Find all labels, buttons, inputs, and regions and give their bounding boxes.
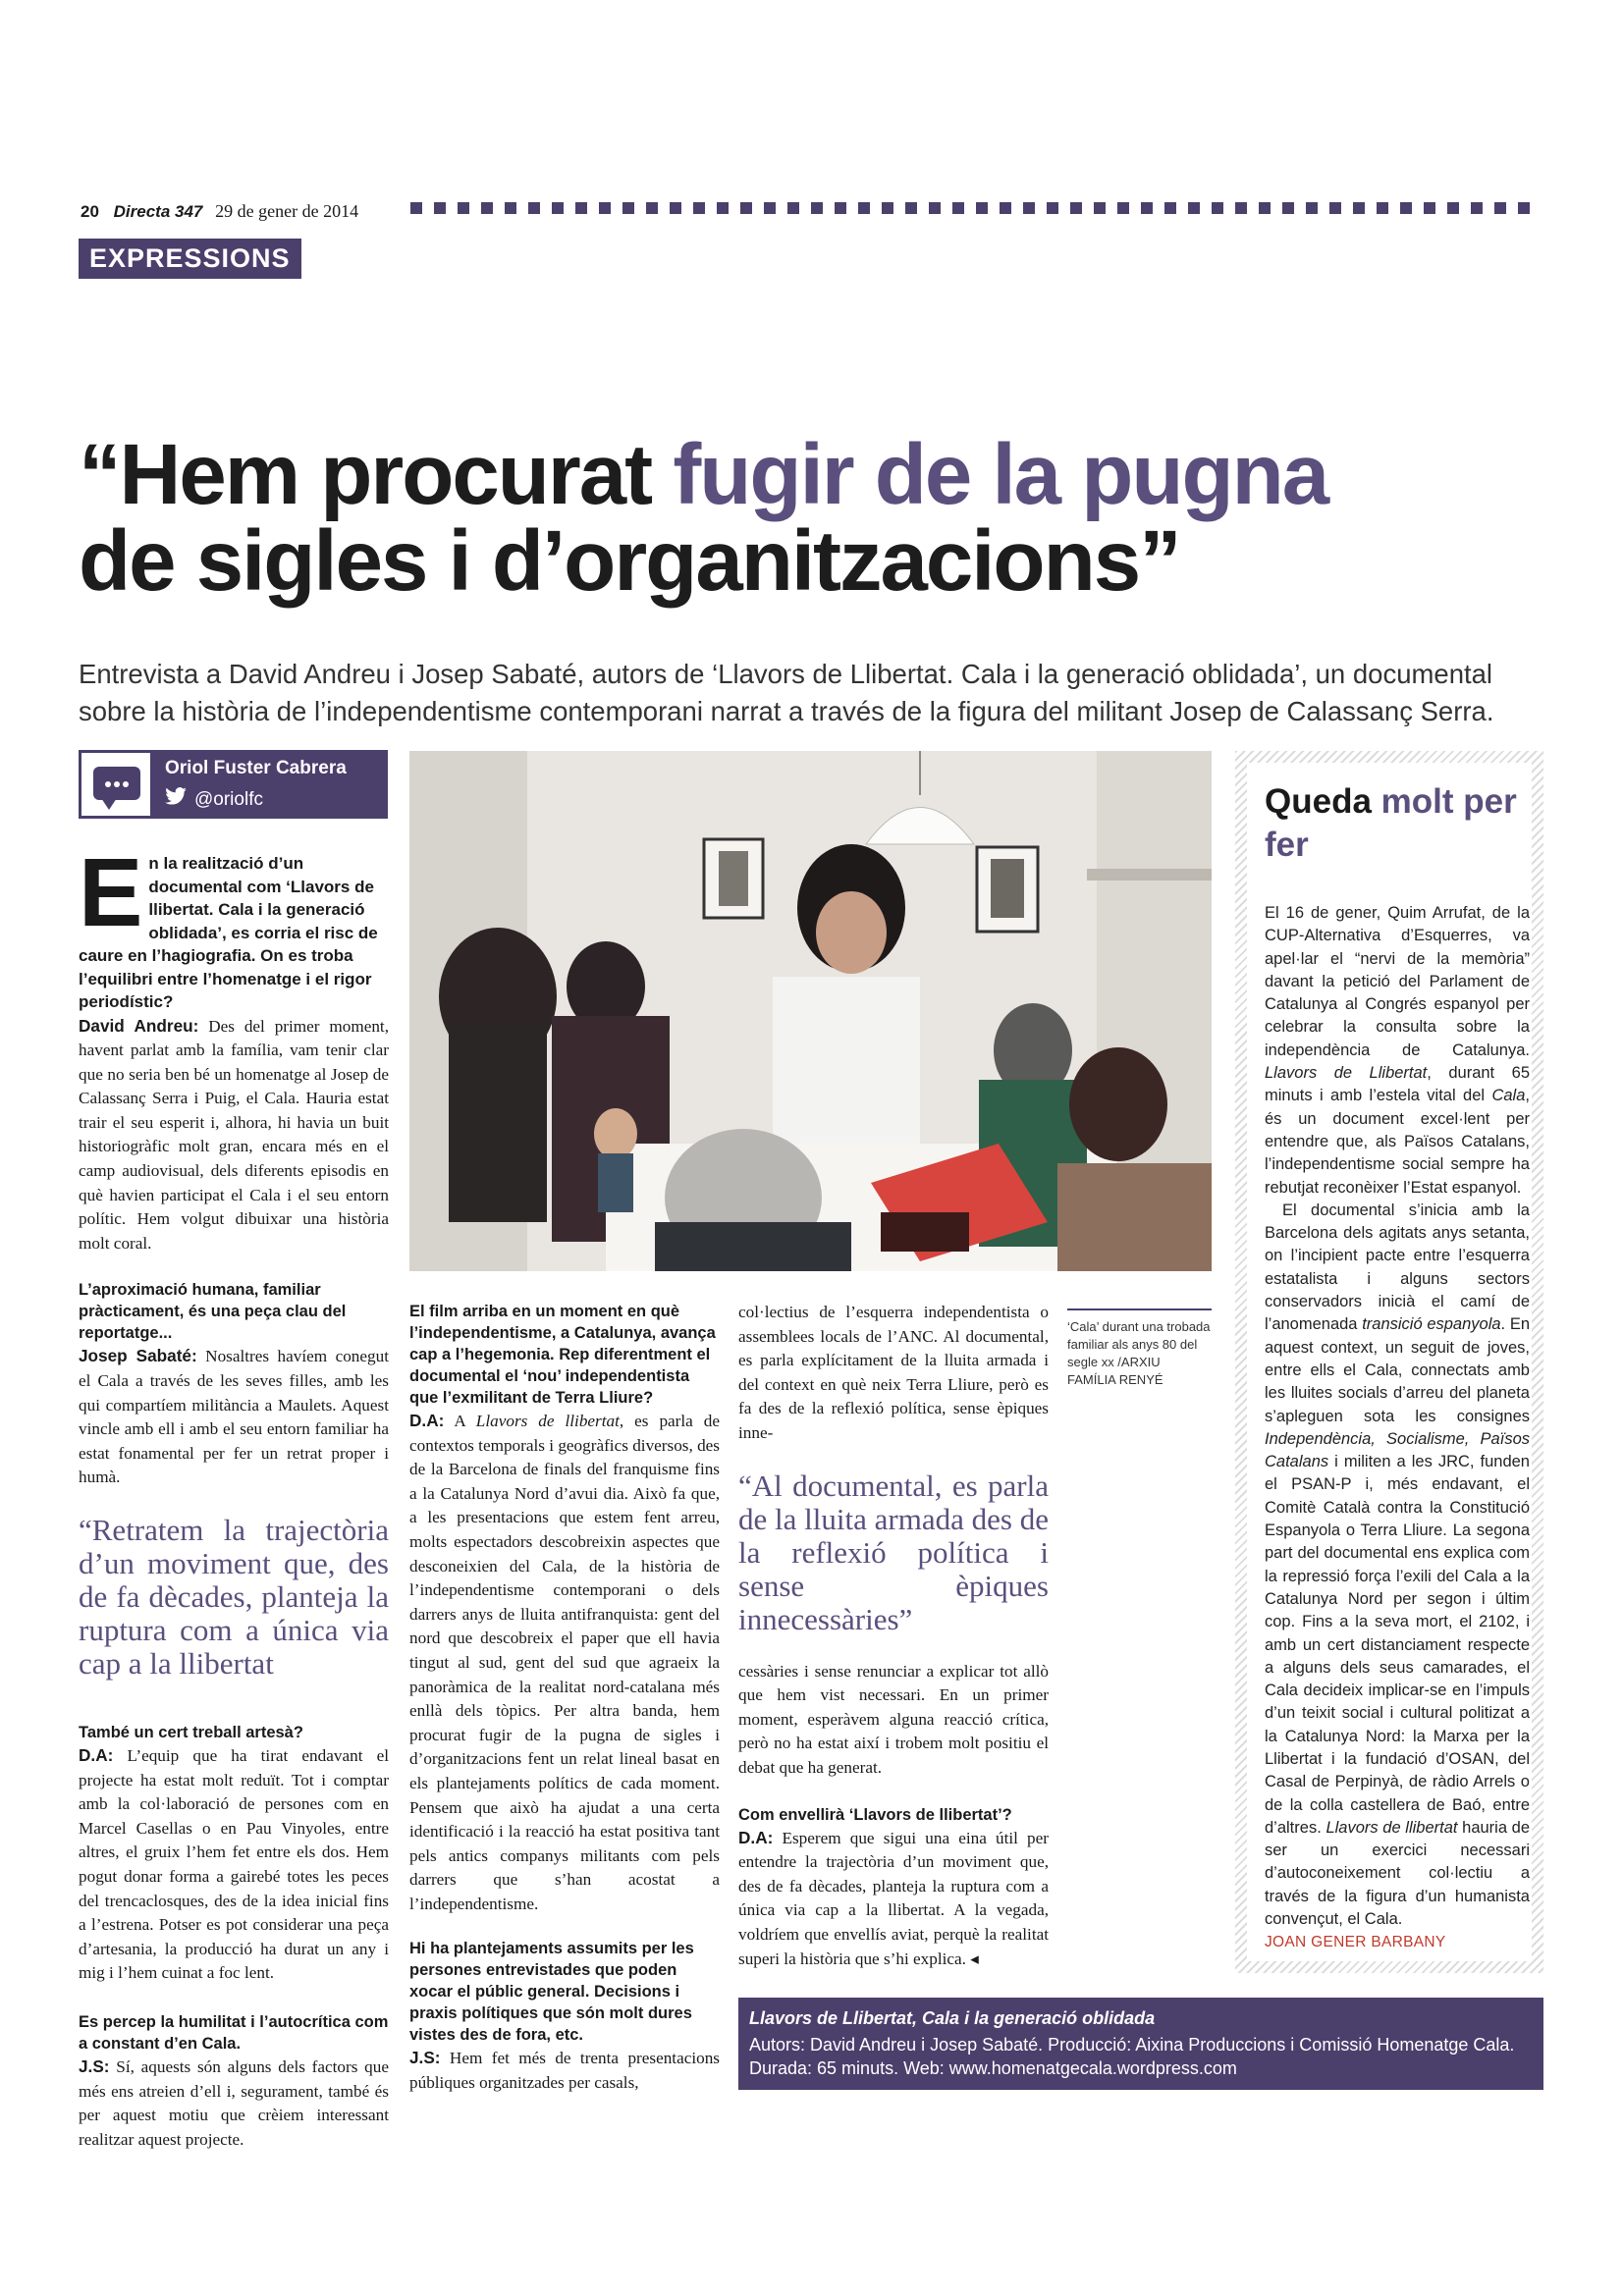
sidebar-title-highlight: molt per fer — [1265, 782, 1517, 864]
folio — [81, 201, 358, 222]
question-6: Hi ha plantejaments assumits per les persones entrevistades que poden xocar el públic general. Decisions i praxis polítiques que són molt dures vistes des de fora, etc. — [409, 1940, 694, 2045]
sidebar-review — [1235, 751, 1543, 1973]
answer-5-lead: A — [444, 1412, 476, 1430]
answer-5: , es parla de contextos temporals i geogràfics diversos, des de la Barcelona de finals del franquisme fins a la Catalunya Nord d’avui dia. Això fa que, a les presentacions que estem fent arreu, molts espectadors descobreixin aspectes que desconeixien del Cala, de la història de l’independentisme contemporani o dels darrers anys de lluita antifranquista: gent del nord que descobreix el paper que ell havia tingut al sud, gent del sud que agraeix la panoràmica de la realitat nord-catalana més enllà dels tòpics. Per altra banda, hem procurat fugir de la pugna de sigles i d’organitzacions fent un relat lineal basat en els plantejaments polítics de cada moment. Pensem que això ha ajudat a una certa identificació i la reacció ha estat positiva tant pels antics companys militants com pels darrers que s’han acostat a l’independentisme. — [409, 1412, 721, 1913]
answer-2: Nosaltres havíem conegut el Cala a través de les seves filles, amb les qui compartíem militància a Maulets. Aquest vincle amb ell i amb el seu entorn familiar ha estat fonamental per fer un retrat proper i humà. — [79, 1347, 389, 1487]
dotted-rule — [410, 202, 1542, 214]
emphasis: Independència, Socialisme, Països Catalans — [1265, 1429, 1530, 1471]
speaker-label: D.A: — [79, 1745, 114, 1765]
publication-name: Directa 347 — [113, 202, 203, 221]
byline — [79, 750, 388, 819]
speaker-label: J.S: — [79, 2056, 110, 2076]
author-twitter[interactable] — [165, 787, 263, 811]
cala-name: Cala — [1491, 1087, 1526, 1105]
headline-highlight: fugir de la pugna — [673, 427, 1328, 522]
question-4: Es percep la humilitat i l’autocrítica com a constant d’en Cala. — [79, 2012, 389, 2053]
sidebar-body — [1265, 902, 1530, 1954]
drop-cap: E — [79, 838, 143, 946]
question-1: n la realització d’un documental com ‘Llavors de llibertat. Cala i la generació oblidada’, es corria el risc de caure en l’hagiografia. On es troba l’equilibri entre l’homenatge i el rigor periodístic? — [79, 854, 378, 1011]
article-column-2 — [409, 1301, 720, 2096]
speech-bubble-icon — [79, 750, 153, 819]
pull-quote-2: “Al documental, es parla de la lluita armada des de la reflexió política i sense èpiques innecessàries” — [738, 1468, 1049, 1636]
sidebar-title — [1265, 780, 1532, 867]
sidebar-text: , durant 65 minuts i amb l’estela vital del — [1265, 1064, 1530, 1105]
answer-6: Hem fet més de trenta presentacions públiques organitzades per casals, — [409, 2049, 720, 2093]
standfirst: Entrevista a David Andreu i Josep Sabaté, autors de ‘Llavors de Llibertat. Cala i la generació oblidada’, un documental sobre la història de l’independentisme contemporani narrat a través de la figura del militant Josep de Calassanç Serra. — [79, 659, 1494, 726]
photo-caption: ‘Cala’ durant una trobada familiar als anys 80 del segle xx /ARXIU FAMÍLIA RENYÉ — [1067, 1308, 1212, 1389]
speaker-label: Josep Sabaté: — [79, 1346, 197, 1366]
answer-6-continued: col·lectius de l’esquerra independentista o assemblees locals de l’ANC. Al documental, es parla explícitament de la lluita armada i del context en què neix Terra Lliure, però es fa des de la reflexió política, sense èpiques inne- — [738, 1303, 1049, 1442]
sidebar-signature: JOAN GENER BARBANY — [1265, 1934, 1446, 1951]
sidebar-text: El documental s’inicia amb la Barcelona dels agitats anys setanta, on l’incipient pacte entre l’esquerra estatalista i alguns sectors conservadors inicià el camí de l’anomenada — [1265, 1201, 1530, 1334]
family-photo — [409, 751, 1212, 1271]
film-title: Llavors de llibertat — [475, 1412, 620, 1430]
emphasis: transició espanyola — [1362, 1315, 1501, 1334]
film-title: Llavors de Llibertat — [1265, 1064, 1428, 1083]
question-3: També un cert treball artesà? — [79, 1724, 303, 1741]
film-title: Llavors de llibertat — [1325, 1818, 1458, 1837]
speaker-label: J.S: — [409, 2048, 441, 2068]
sidebar-text: , és un document excel·lent per entendre que, als Països Catalans, l’independentisme social sempre ha rebutjat reconèixer l’Estat espanyol. — [1265, 1087, 1530, 1197]
film-credits-box — [738, 1998, 1543, 2090]
pull-quote-1: “Retratem la trajectòria d’un moviment que, des de fa dècades, planteja la ruptura com a única via cap a la llibertat — [79, 1513, 389, 1681]
sidebar-text: . En aquest context, un seguit de joves, entre ells el Cala, connectats amb les lluites socials d’arreu del planeta s’apleguen sota les consignes — [1265, 1315, 1531, 1425]
speaker-label: D.A: — [738, 1827, 774, 1847]
twitter-icon — [165, 787, 189, 810]
question-5: El film arriba en un moment en què l’independentisme, a Catalunya, avança cap a l’hegemonia. Rep diferentment el documental el ‘nou’ independentista que l’exmilitant de Terra Lliure? — [409, 1303, 716, 1407]
sidebar-text: hauria de ser un exercici necessari d’autoconeixement col·lectiu a través de la figura d’un humanista convençut, el Cala. — [1265, 1818, 1531, 1929]
author-name: Oriol Fuster Cabrera — [165, 758, 347, 778]
question-7: Com envellirà ‘Llavors de llibertat’? — [738, 1805, 1012, 1824]
question-2: L’aproximació humana, familiar pràcticament, és una peça clau del reportatge... — [79, 1281, 347, 1343]
publication-date: 29 de gener de 2014 — [215, 201, 359, 221]
end-mark-icon: ◂ — [970, 1949, 979, 1968]
headline-part2: de sigles i d’organitzacions” — [79, 513, 1180, 609]
answer-6-end: cessàries i sense renunciar a explicar tot allò que hem vist necessari. En un primer moment, esperàvem alguna reacció crítica, però no ha estat així i trobem molt positiu el debat que ha generat. — [738, 1661, 1049, 1777]
sidebar-text: El 16 de gener, Quim Arrufat, de la CUP-Alternativa d’Esquerres, va apel·lar el “nervi de la memòria” davant la petició del Parlament de Catalunya al Congrés espanyol per celebrar la consulta sobre la independència de Catalunya. — [1265, 904, 1530, 1059]
credits-title: Llavors de Llibertat, Cala i la generació oblidada — [749, 2008, 1156, 2028]
answer-1: Des del primer moment, havent parlat amb la família, vam tenir clar que no seria ben bé un homenatge al Josep de Calassanç Serra i Puig, el Cala. Hauria estat trair el seu esperit i, alhora, hi havia un buit historiogràfic molt gran, encara més en el camp audiovisual, dels diferents episodis en què havien participat el Cala i el seu entorn polític. Hem volgut dibuixar una història molt coral. — [79, 1016, 389, 1253]
answer-3: L’equip que ha tirat endavant el projecte ha estat molt reduït. Tot i comptar amb la col·laboració de persones com en Marcel Casellas o en Pau Vinyoles, entre altres, el gruix l’hem fet entre els dos. Hem pogut donar forma a gairebé totes les peces del trencaclosques, des de la idea inicial fins a l’estrena. Potser es pot considerar una peça d’artesania, la producció ha durat un any i mig i l’hem cuinat a foc lent. — [79, 1746, 389, 1983]
page-number: 20 — [81, 202, 99, 221]
article-column-3 — [738, 1301, 1049, 1971]
article-column-1 — [79, 838, 389, 2152]
credits-details: Autors: David Andreu i Josep Sabaté. Producció: Aixina Produccions i Comissió Homenatge Cala. Durada: 65 minuts. Web: www.homenatgecala.wordpress.com — [749, 2035, 1515, 2078]
answer-7: Esperem que sigui una eina útil per entendre la trajectòria d’un moviment que, des de fa dècades, planteja la ruptura com a única via cap a la llibertat. A la vegada, voldríem que envellís aviat, perquè la realitat superi la història que s’hi explica. — [738, 1828, 1049, 1968]
sidebar-text: i militen a les JRC, funden el PSAN-P i, més endavant, el Comitè Català contra la Constitució Espanyola o Terra Lliure. La segona part del documental ens explica com la repressió força l’exili del Cala a la Catalunya Nord per segon i últim cop. Fins a la seva mort, el 2102, i amb un cert distanciament respecte a alguns dels seus camarades, el Cala decideix implicar-se en l’impuls d’un teixit social i cultural politizat a la Catalunya Nord: la Marxa per la Llibertat i la fundació d’OSAN, del Casal de Perpinyà, de ràdio Arrels o de la colla castellera de Baó, entre d’altres. — [1265, 1453, 1530, 1837]
speaker-label: D.A: — [409, 1411, 445, 1430]
headline-part1: “Hem procurat — [79, 427, 674, 522]
section-label: EXPRESSIONS — [79, 239, 301, 279]
twitter-handle: @oriolfc — [194, 789, 263, 810]
answer-4: Sí, aquests són alguns dels factors que més ens atreien d’ell i, segurament, també és per aquest motiu que crèiem interessant realitzar aquest projecte. — [79, 2056, 389, 2149]
sidebar-title-part1: Queda — [1265, 782, 1381, 821]
headline — [79, 427, 1551, 609]
speaker-label: David Andreu: — [79, 1015, 199, 1036]
